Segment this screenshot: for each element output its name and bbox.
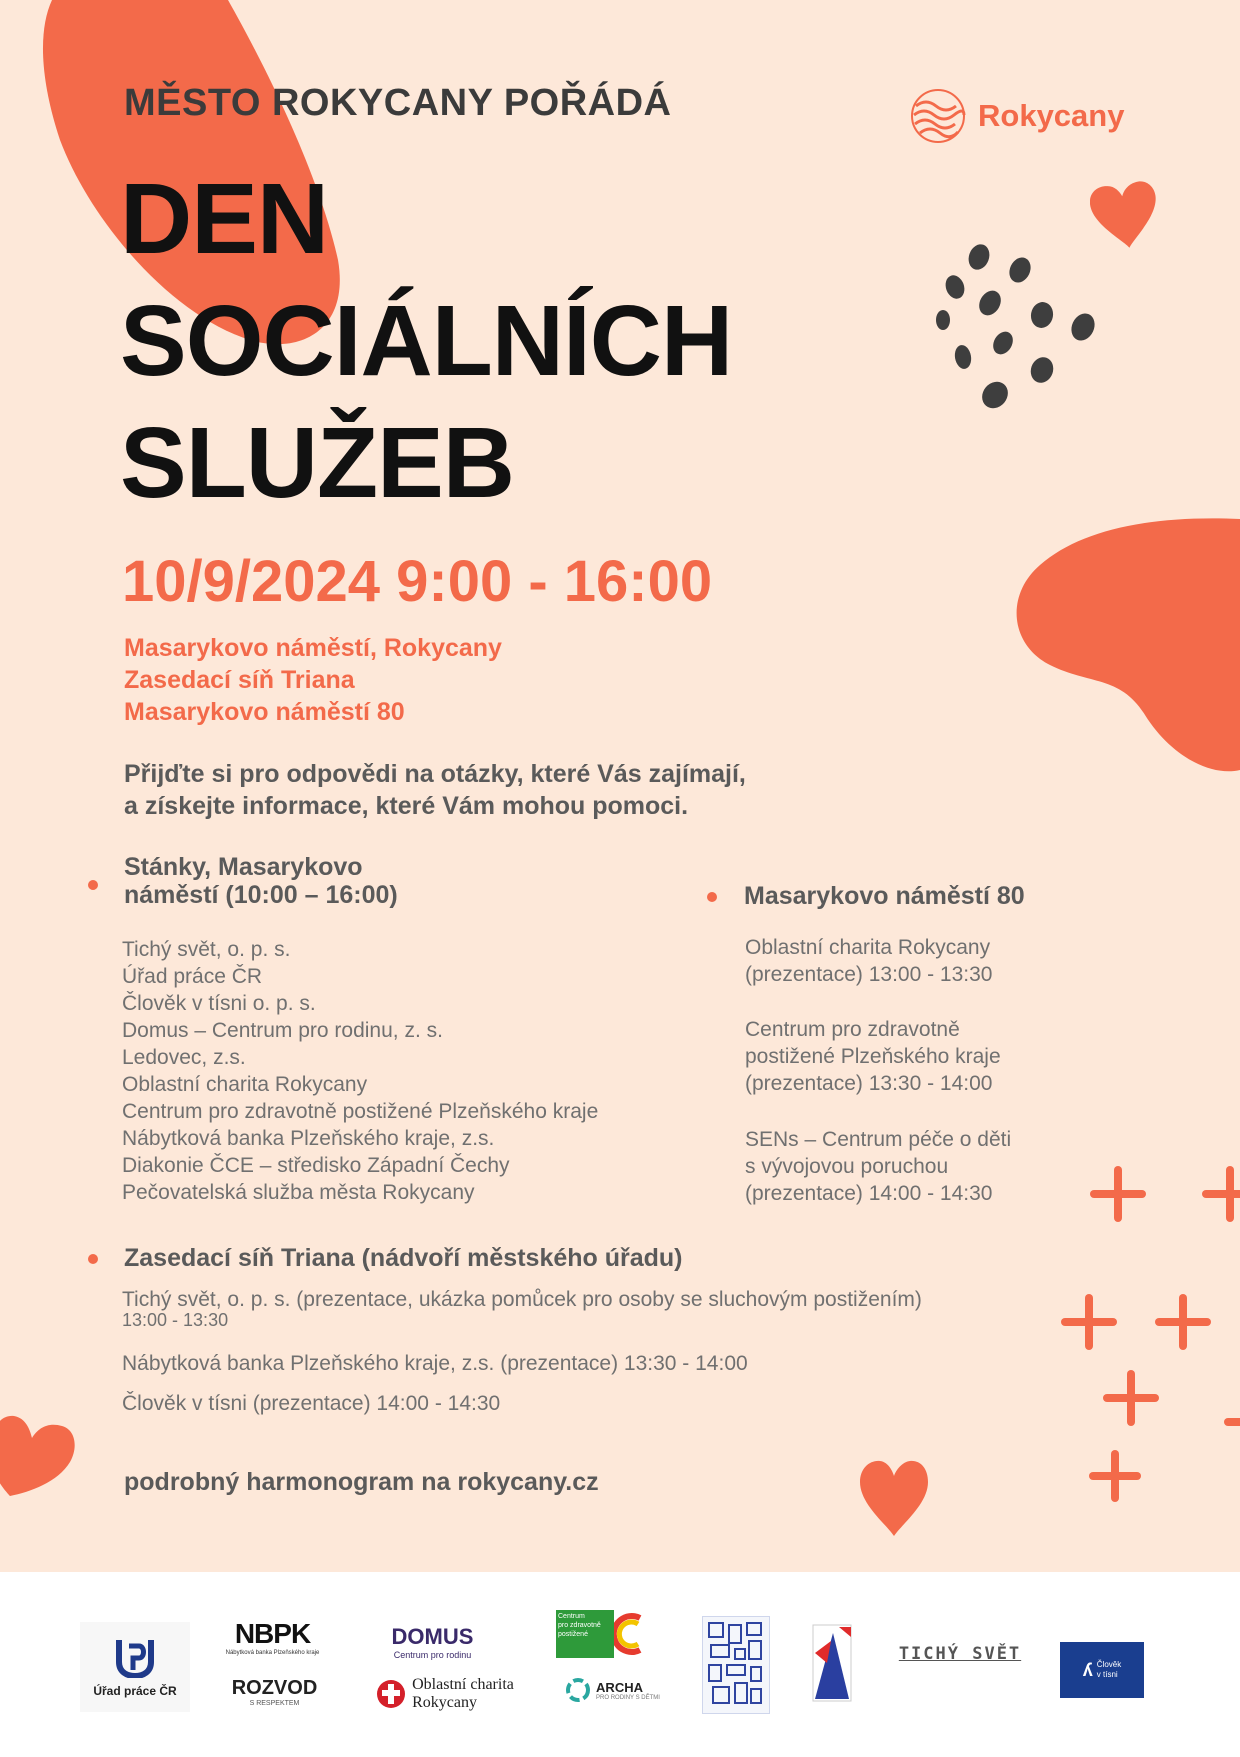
logo-label: NBPK [234, 1618, 311, 1649]
logo-sublabel: Centrum pro rodinu [393, 1650, 472, 1660]
heart-icon [858, 1458, 930, 1538]
logo-urad-prace [80, 1622, 190, 1712]
title-line-2: SOCIÁLNÍCH [120, 285, 733, 397]
logo-label: Centrum [558, 1613, 585, 1620]
logo-rozvod [222, 1672, 327, 1712]
stanky-title-line-2: náměstí (10:00 – 16:00) [124, 881, 398, 909]
masarykovo80-block [745, 1126, 1011, 1207]
decorative-dots [935, 235, 1105, 420]
list-item: Člověk v tísni o. p. s. [122, 992, 316, 1015]
logo-label: ARCHA [596, 1679, 643, 1695]
triana-item: Nábytková banka Plzeňského kraje, z.s. (prezentace) 13:30 - 14:00 [122, 1352, 748, 1375]
list-item: Nábytková banka Plzeňského kraje, z.s. [122, 1127, 495, 1150]
event-datetime: 10/9/2024 9:00 - 16:00 [122, 549, 713, 614]
logo-sublabel: PRO RODINY S DĚTMI [596, 1694, 660, 1701]
list-item: Diakonie ČCE – středisko Západní Čechy [122, 1154, 510, 1177]
logo-label: DOMUS [391, 1624, 474, 1649]
list-item: Ledovec, z.s. [122, 1046, 246, 1069]
logo-centrum-zdravotne-postizene [555, 1608, 645, 1660]
stanky-title-line-1: Stánky, Masarykovo [124, 853, 363, 881]
bullet-icon [707, 892, 717, 902]
bullet-icon [88, 1254, 98, 1264]
decorative-blob-right [1010, 515, 1240, 780]
logo-label: pro zdravotně [558, 1622, 601, 1629]
list-item: Centrum pro zdravotně [745, 1018, 960, 1041]
ledovec-icon [809, 1623, 855, 1703]
waves-icon [910, 88, 966, 144]
mosaic-icon [705, 1619, 767, 1711]
masarykovo80-title: Masarykovo náměstí 80 [744, 882, 1025, 910]
location-line: Masarykovo náměstí, Rokycany [124, 634, 502, 662]
logo-label: TICHÝ SVĚT [898, 1644, 1022, 1664]
logo-label: ROZVOD [231, 1677, 318, 1699]
logo-clovek-v-tisni [1060, 1642, 1144, 1698]
triana-item: Člověk v tísni (prezentace) 14:00 - 14:30 [122, 1392, 501, 1415]
list-item: Centrum pro zdravotně postižené Plzeňského kraje [122, 1100, 599, 1123]
title-line-1: DEN [120, 163, 329, 275]
list-item: Oblastní charita Rokycany [122, 1073, 368, 1096]
triana-title: Zasedací síň Triana (nádvoří městského úřadu) [124, 1244, 683, 1272]
logo-label: v tísni [1096, 1670, 1118, 1679]
title-line-3: SLUŽEB [120, 407, 514, 519]
masarykovo80-block [745, 934, 993, 988]
list-item: postižené Plzeňského kraje [745, 1045, 1001, 1068]
intro-line: Přijďte si pro odpovědi na otázky, které Vás zajímají, [124, 760, 746, 788]
heart-icon [0, 1408, 80, 1500]
logo-label: Rokycany [412, 1694, 477, 1711]
list-item: Úřad práce ČR [122, 965, 263, 988]
centrum-logo-icon [614, 1610, 644, 1658]
logo-ledovec [808, 1622, 856, 1704]
brand-name: Rokycany [978, 98, 1125, 133]
charita-cross-icon [376, 1679, 406, 1709]
partner-logos-footer [0, 1572, 1240, 1757]
logo-oblastni-charita [365, 1672, 525, 1716]
list-item: Pečovatelská služba města Rokycany [122, 1181, 475, 1204]
list-item: (prezentace) 14:00 - 14:30 [745, 1182, 993, 1205]
logo-label: Oblastní charita [412, 1676, 514, 1693]
logo-sublabel: Nábytková banka Plzeňského kraje [225, 1650, 320, 1656]
logo-label: Člověk [1096, 1660, 1122, 1669]
logo-archa [555, 1672, 670, 1708]
bullet-icon [88, 880, 98, 890]
triana-item-time: 13:00 - 13:30 [122, 1310, 229, 1330]
pretitle: MĚSTO ROKYCANY POŘÁDÁ [124, 82, 672, 124]
figure-icon: ʎ [1082, 1659, 1093, 1680]
location-line: Zasedací síň Triana [124, 666, 355, 694]
list-item: s vývojovou poruchou [745, 1155, 949, 1178]
brand-logo [910, 88, 1124, 144]
decorative-plus-signs [1050, 1160, 1240, 1520]
list-item: (prezentace) 13:30 - 14:00 [745, 1072, 993, 1095]
up-logo-icon [113, 1636, 157, 1678]
logo-nbpk [220, 1612, 325, 1662]
list-item: Oblastní charita Rokycany [745, 936, 991, 959]
list-item: Tichý svět, o. p. s. [122, 938, 291, 961]
harmonogram-link[interactable]: podrobný harmonogram na rokycany.cz [124, 1468, 599, 1496]
stanky-list [122, 936, 598, 1206]
logo-tichy-svet [890, 1632, 1030, 1676]
logo-domus [375, 1622, 490, 1662]
intro-line: a získejte informace, které Vám mohou pomoci. [124, 792, 689, 820]
list-item: (prezentace) 13:00 - 13:30 [745, 963, 993, 986]
logo-label: Úřad práce ČR [93, 1684, 177, 1698]
triana-item: Tichý svět, o. p. s. (prezentace, ukázka pomůcek pro osoby se sluchovým postižením) [122, 1288, 922, 1311]
list-item: SENs – Centrum péče o děti [745, 1128, 1012, 1151]
list-item: Domus – Centrum pro rodinu, z. s. [122, 1019, 443, 1042]
logo-sublabel: S RESPEKTEM [249, 1700, 300, 1707]
logo-label: postižené [558, 1631, 588, 1638]
location-line: Masarykovo náměstí 80 [124, 698, 405, 726]
masarykovo80-block [745, 1016, 1001, 1097]
logo-diakonie-mosaic [702, 1616, 770, 1714]
archa-icon [565, 1677, 591, 1703]
